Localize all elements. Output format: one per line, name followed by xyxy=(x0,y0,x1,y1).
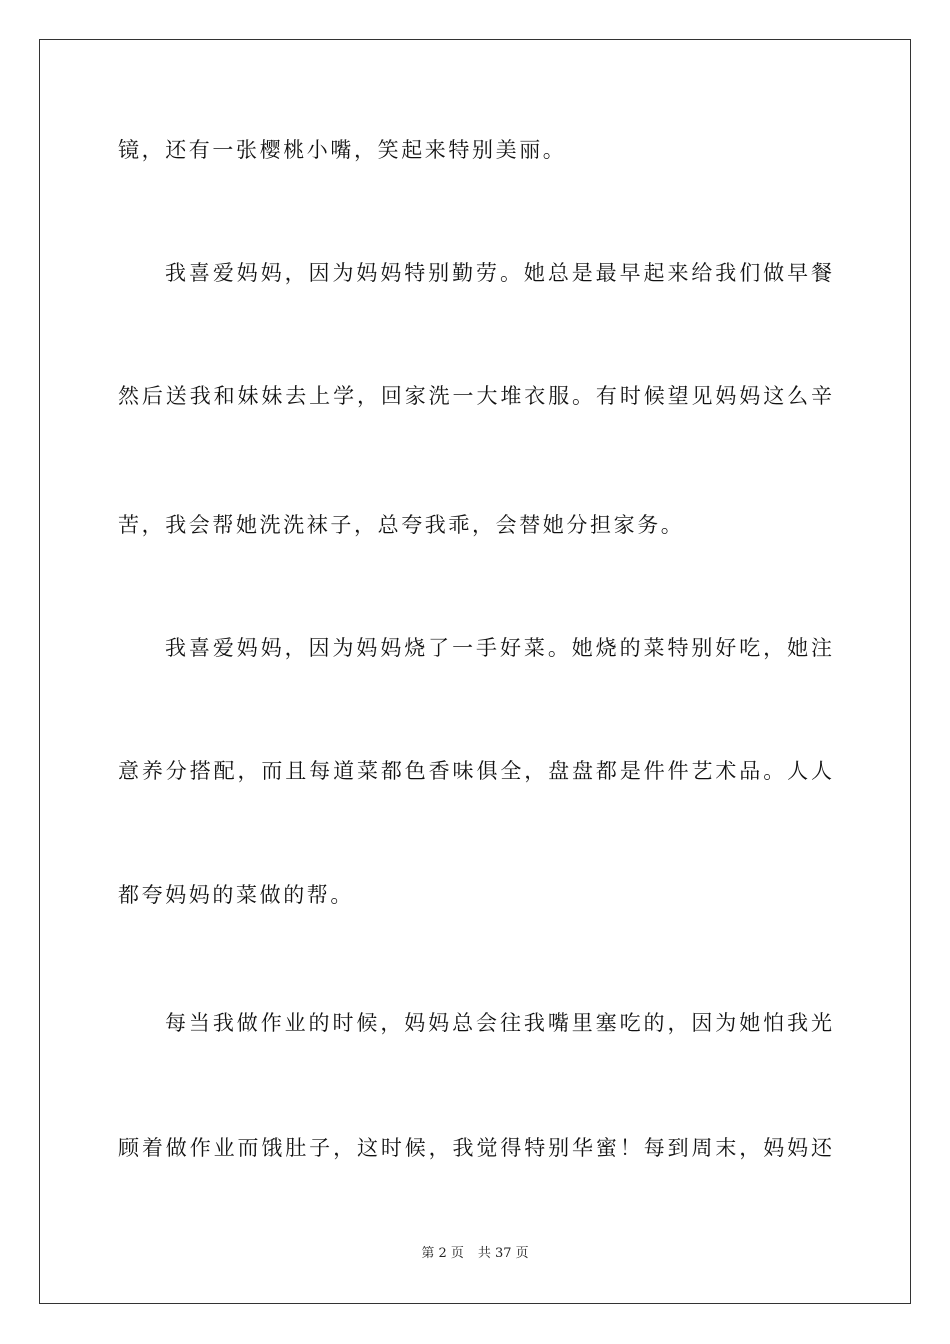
paragraph-line-4: 苦，我会帮她洗洗袜子，总夸我乖，会替她分担家务。 xyxy=(118,513,685,537)
paragraph-line-8: 每当我做作业的时候，妈妈总会往我嘴里塞吃的，因为她怕我光 xyxy=(165,1011,832,1035)
paragraph-line-3: 然后送我和妹妹去上学，回家洗一大堆衣服。有时候望见妈妈这么辛 xyxy=(118,384,832,408)
paragraph-line-9: 顾着做作业而饿肚子，这时候，我觉得特别华蜜！每到周末，妈妈还 xyxy=(118,1136,832,1160)
paragraph-line-7: 都夸妈妈的菜做的帮。 xyxy=(118,883,354,907)
page-footer xyxy=(0,1245,950,1263)
paragraph-line-1: 镜，还有一张樱桃小嘴，笑起来特别美丽。 xyxy=(118,138,567,162)
page-number: 第 2 页 xyxy=(421,1246,464,1261)
paragraph-line-6: 意养分搭配，而且每道菜都色香味俱全，盘盘都是件件艺术品。人人 xyxy=(118,759,832,783)
paragraph-line-5: 我喜爱妈妈，因为妈妈烧了一手好菜。她烧的菜特别好吃，她注 xyxy=(165,636,832,660)
page-border xyxy=(39,39,911,1304)
paragraph-line-2: 我喜爱妈妈，因为妈妈特别勤劳。她总是最早起来给我们做早餐 xyxy=(165,261,832,285)
total-pages: 共 37 页 xyxy=(477,1246,529,1261)
